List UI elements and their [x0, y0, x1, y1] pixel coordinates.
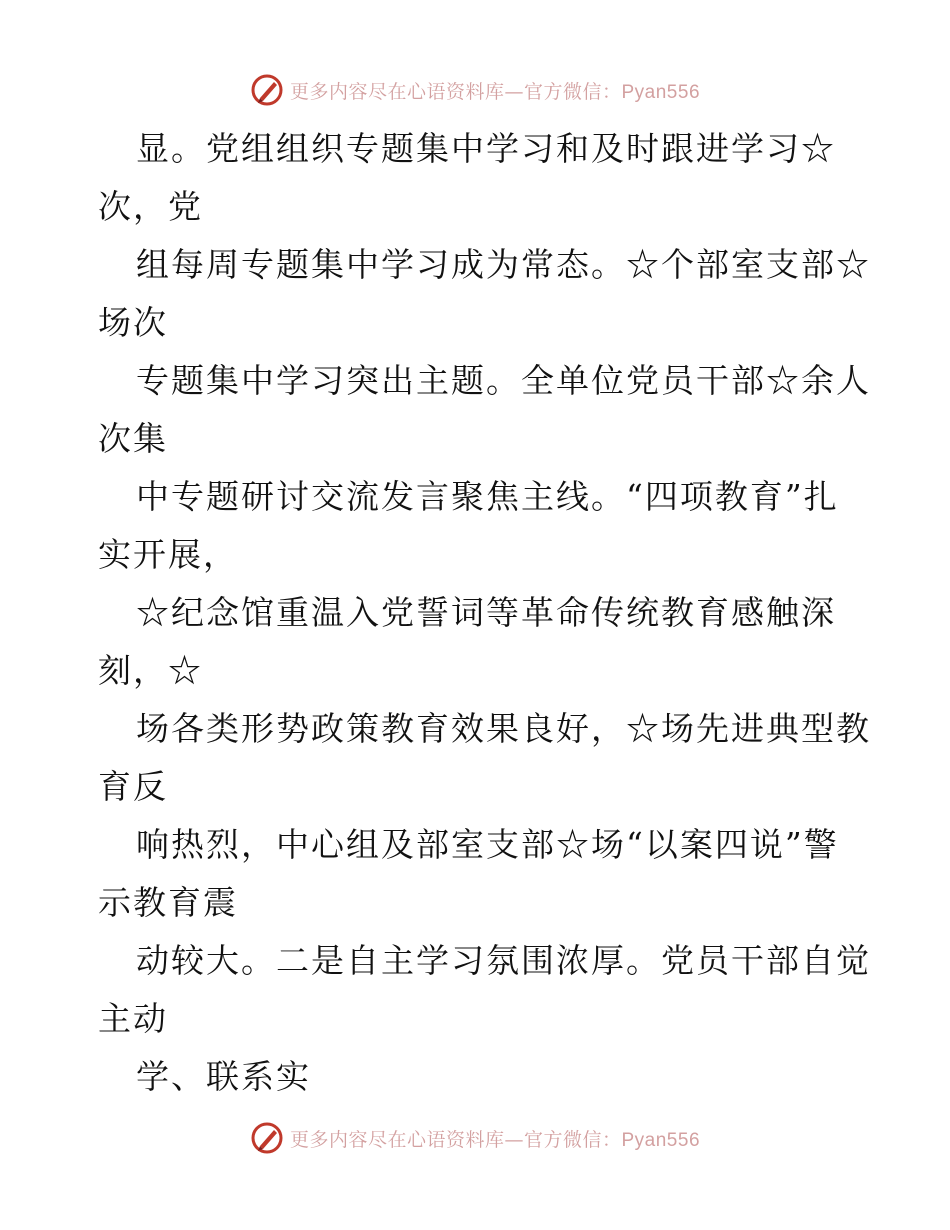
body-line: 刻，☆	[98, 651, 203, 690]
body-line: 动较大。二是自主学习氛围浓厚。党员干部自觉	[136, 941, 871, 980]
body-line: 显。党组组织专题集中学习和及时跟进学习☆	[136, 129, 836, 168]
body-line: 场各类形势政策教育效果良好，☆场先进典型教	[136, 709, 871, 748]
body-line: 专题集中学习突出主题。全单位党员干部☆余人	[136, 361, 871, 400]
header-banner-wechat-id: Pyan556	[621, 81, 701, 103]
footer-banner-label: 更多内容尽在心语资料库—官方微信：	[289, 1128, 622, 1151]
body-line: 场次	[98, 303, 168, 342]
footer-banner-wechat-id: Pyan556	[621, 1129, 701, 1151]
document-body	[98, 120, 878, 1106]
body-line: 学、联系实	[136, 1057, 311, 1096]
footer-banner-text	[290, 1125, 700, 1152]
body-line: 实开展，	[98, 535, 238, 574]
pen-logo-icon	[250, 1121, 284, 1155]
body-line: 主动	[98, 999, 168, 1038]
body-line: 示教育震	[98, 883, 238, 922]
header-banner	[0, 70, 950, 110]
body-line: 响热烈，中心组及部室支部☆场“以案四说”警	[136, 825, 839, 864]
header-banner-text	[290, 77, 700, 104]
body-line: 次，党	[98, 187, 203, 226]
body-line: 组每周专题集中学习成为常态。☆个部室支部☆	[136, 245, 871, 284]
body-line: 次集	[98, 419, 168, 458]
body-line: 中专题研讨交流发言聚焦主线。“四项教育”扎	[136, 477, 839, 516]
header-banner-label: 更多内容尽在心语资料库—官方微信：	[289, 80, 622, 103]
pen-logo-icon	[250, 73, 284, 107]
body-line: ☆纪念馆重温入党誓词等革命传统教育感触深	[136, 593, 836, 632]
body-line: 育反	[98, 767, 168, 806]
footer-banner	[0, 1118, 950, 1158]
